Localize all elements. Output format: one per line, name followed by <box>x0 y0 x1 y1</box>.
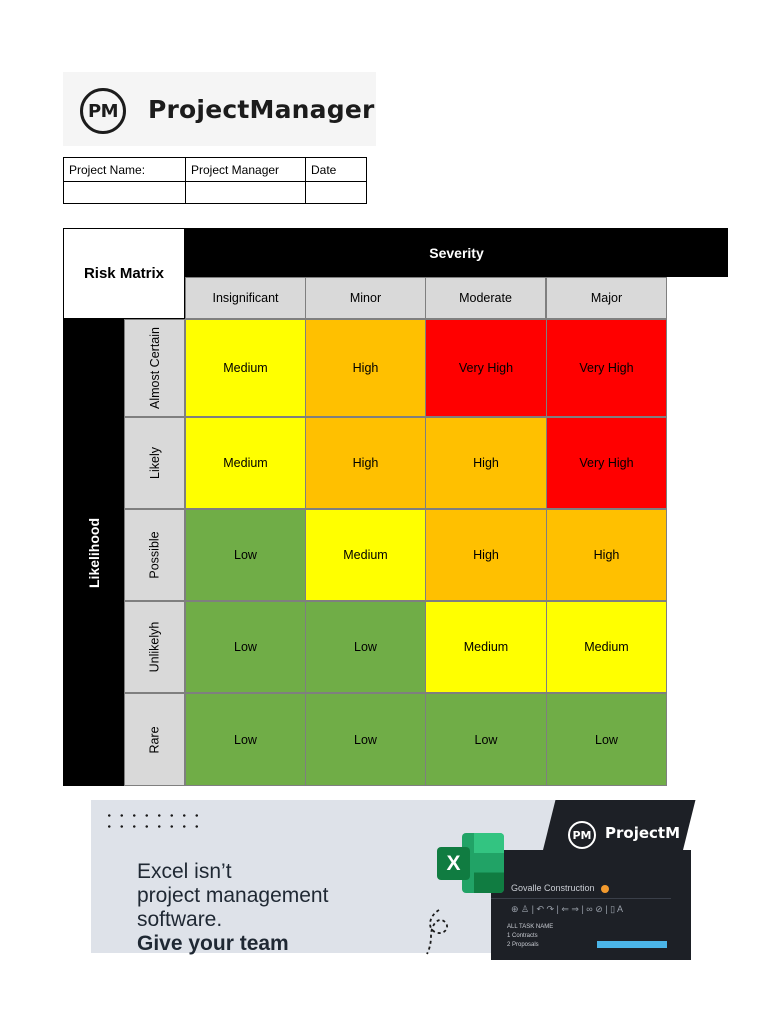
risk-cell: High <box>546 509 667 601</box>
status-dot-icon <box>601 885 609 893</box>
app-project-title <box>511 883 609 893</box>
risk-cell: High <box>425 417 547 509</box>
date-label: Date <box>306 158 367 182</box>
app-table-row: 1 Contracts <box>507 933 538 939</box>
info-header-row <box>64 158 367 182</box>
risk-cell: Medium <box>185 417 306 509</box>
likelihood-row-label <box>124 693 185 786</box>
dashed-swirl-icon <box>425 906 457 954</box>
app-title-text: Govalle Construction <box>511 883 595 893</box>
gantt-bar <box>597 941 667 948</box>
likelihood-header <box>63 319 124 786</box>
banner-pm-logo-icon <box>568 821 596 849</box>
likelihood-row-label <box>124 601 185 693</box>
risk-cell: Medium <box>305 509 426 601</box>
severity-major: Major <box>546 277 667 319</box>
likelihood-row-label-text: Almost Certain <box>147 327 162 409</box>
info-value-row <box>64 182 367 204</box>
banner-line-1: Excel isn’t <box>137 860 232 883</box>
promo-banner[interactable] <box>91 800 680 955</box>
projectmanager-logo-icon <box>80 88 126 134</box>
risk-cell: Very High <box>425 319 547 417</box>
project-name-field[interactable] <box>64 182 186 204</box>
likelihood-row-label <box>124 509 185 601</box>
risk-cell: Low <box>305 601 426 693</box>
severity-insignificant: Insignificant <box>185 277 306 319</box>
risk-cell: Medium <box>425 601 547 693</box>
risk-cell: Medium <box>185 319 306 417</box>
project-info-table <box>63 157 367 204</box>
banner-logo-initials: PM <box>572 828 592 842</box>
app-table-header: ALL TASK NAME <box>507 924 554 930</box>
project-manager-label: Project Manager <box>186 158 306 182</box>
dot-pattern-decoration <box>103 810 203 832</box>
logo-wordmark: ProjectManager <box>148 95 375 124</box>
app-divider <box>491 898 671 899</box>
risk-cell: Medium <box>546 601 667 693</box>
severity-header: Severity <box>185 228 728 277</box>
banner-line-3: software. <box>137 908 223 931</box>
project-name-label: Project Name: <box>64 158 186 182</box>
risk-cell: Low <box>305 693 426 786</box>
risk-cell: Low <box>185 509 306 601</box>
project-manager-field[interactable] <box>186 182 306 204</box>
banner-line-4: Give your team <box>137 932 289 955</box>
likelihood-row-label-text: Likely <box>147 447 162 479</box>
risk-cell: High <box>425 509 547 601</box>
risk-cell: Low <box>185 693 306 786</box>
excel-icon <box>437 847 470 880</box>
banner-line-2: project management <box>137 884 329 907</box>
likelihood-row-label <box>124 319 185 417</box>
risk-cell: Very High <box>546 319 667 417</box>
severity-moderate: Moderate <box>425 277 546 319</box>
likelihood-row-label <box>124 417 185 509</box>
logo-initials: PM <box>87 100 119 122</box>
likelihood-row-label-text: Unlikelyh <box>147 621 162 673</box>
risk-cell: High <box>305 417 426 509</box>
likelihood-row-label-text: Rare <box>147 725 162 754</box>
likelihood-row-label-text: Possible <box>147 531 162 579</box>
excel-icon-letter: X <box>446 851 461 875</box>
date-field[interactable] <box>306 182 367 204</box>
risk-cell: High <box>305 319 426 417</box>
risk-cell: Low <box>185 601 306 693</box>
risk-cell: Very High <box>546 417 667 509</box>
app-table-row: 2 Proposals <box>507 942 539 948</box>
app-toolbar-icons: ⊕ ♙ | ↶ ↷ | ⇐ ⇒ | ∞ ⊘ | ▯ A <box>511 904 624 914</box>
banner-headline <box>137 860 328 956</box>
excel-icon-grid <box>474 833 504 893</box>
risk-matrix-title: Risk Matrix <box>63 228 185 319</box>
risk-cell: Low <box>425 693 547 786</box>
banner-brand-word: ProjectM <box>605 824 680 842</box>
severity-minor: Minor <box>305 277 426 319</box>
risk-cell: Low <box>546 693 667 786</box>
likelihood-label: Likelihood <box>85 517 102 588</box>
